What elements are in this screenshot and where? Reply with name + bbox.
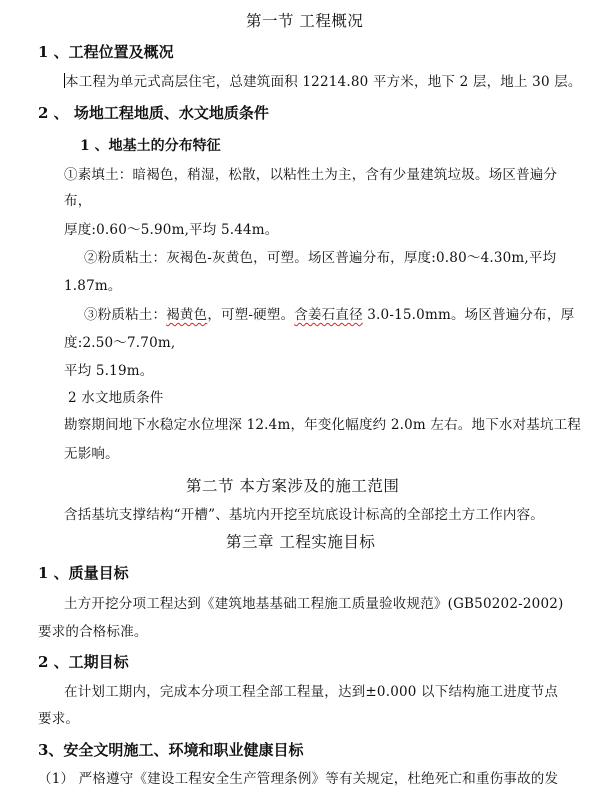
soil-3-prefix: ③粉质粘土： — [84, 307, 167, 323]
schedule-goal-line-2: 要求。 — [38, 711, 80, 727]
soil-2-line-1: ②粉质粘土：灰褐色-灰黄色，可塑。场区普遍分布，厚度:0.80～4.30m,平均 — [84, 250, 557, 266]
heading-safety-goal: 3、安全文明施工、环境和职业健康目标 — [38, 741, 304, 759]
soil-3-suffix: 3.0-15.0mm。场区普遍分布，厚 — [362, 307, 575, 323]
soil-3-line-3: 平均 5.19m。 — [64, 363, 154, 379]
soil-1-line-2: 布， — [64, 193, 92, 209]
soil-3-line-2: 度:2.50～7.70m, — [64, 335, 176, 351]
soil-1-line-1: ①素填土：暗褐色，稍湿，松散，以粘性土为主，含有少量建筑垃圾。场区普遍分 — [64, 167, 558, 183]
hydrogeology-line-1: 勘察期间地下水稳定水位埋深 12.4m，年变化幅度约 2.0m 左右。地下水对基坑工程 — [64, 417, 582, 433]
safety-goal-line-1: （1） 严格遵守《建设工程安全生产管理条例》等有关规定，杜绝死亡和重伤事故的发 — [38, 771, 559, 787]
soil-3-spellcheck-mark-2: 含姜石直径 — [294, 307, 363, 323]
quality-goal-line-1: 土方开挖分项工程达到《建筑地基基础工程施工质量验收规范》(GB50202-2002) — [64, 596, 564, 612]
paragraph-project-overview — [64, 72, 582, 92]
soil-2-line-2: 1.87m。 — [64, 278, 122, 294]
paragraph-project-overview-text: 本工程为单元式高层住宅，总建筑面积 12214.80 平方米，地下 2 层，地上 30 层。 — [65, 74, 582, 90]
section-2-title: 第二节 本方案涉及的施工范围 — [186, 477, 400, 495]
section-1-title: 第一节 工程概况 — [246, 12, 364, 30]
heading-quality-goal: 1 、质量目标 — [38, 564, 129, 582]
schedule-goal-line-1: 在计划工期内，完成本分项工程全部工程量，达到±0.000 以下结构施工进度节点 — [64, 684, 559, 700]
section-2-paragraph: 含括基坑支撑结构“开槽”、基坑内开挖至坑底设计标高的全部挖土方工作内容。 — [64, 507, 545, 523]
soil-3-spellcheck-mark-1: 褐黄色 — [166, 307, 208, 323]
chapter-3-title: 第三章 工程实施目标 — [226, 533, 376, 551]
soil-3-line-1 — [84, 305, 574, 325]
subheading-soil-distribution: 1 、地基土的分布特征 — [80, 138, 221, 154]
soil-3-middle: ，可塑-硬塑。 — [207, 307, 295, 323]
quality-goal-line-2: 要求的合格标准。 — [38, 624, 148, 640]
subheading-hydrogeology: 2 水文地质条件 — [68, 390, 164, 406]
hydrogeology-line-2: 无影响。 — [64, 446, 119, 462]
heading-project-location: 1 、工程位置及概况 — [38, 43, 174, 61]
heading-schedule-goal: 2 、工期目标 — [38, 653, 129, 671]
heading-site-geology: 2 、 场地工程地质、水文地质条件 — [38, 104, 269, 122]
soil-1-line-3: 厚度:0.60～5.90m,平均 5.44m。 — [64, 222, 279, 238]
